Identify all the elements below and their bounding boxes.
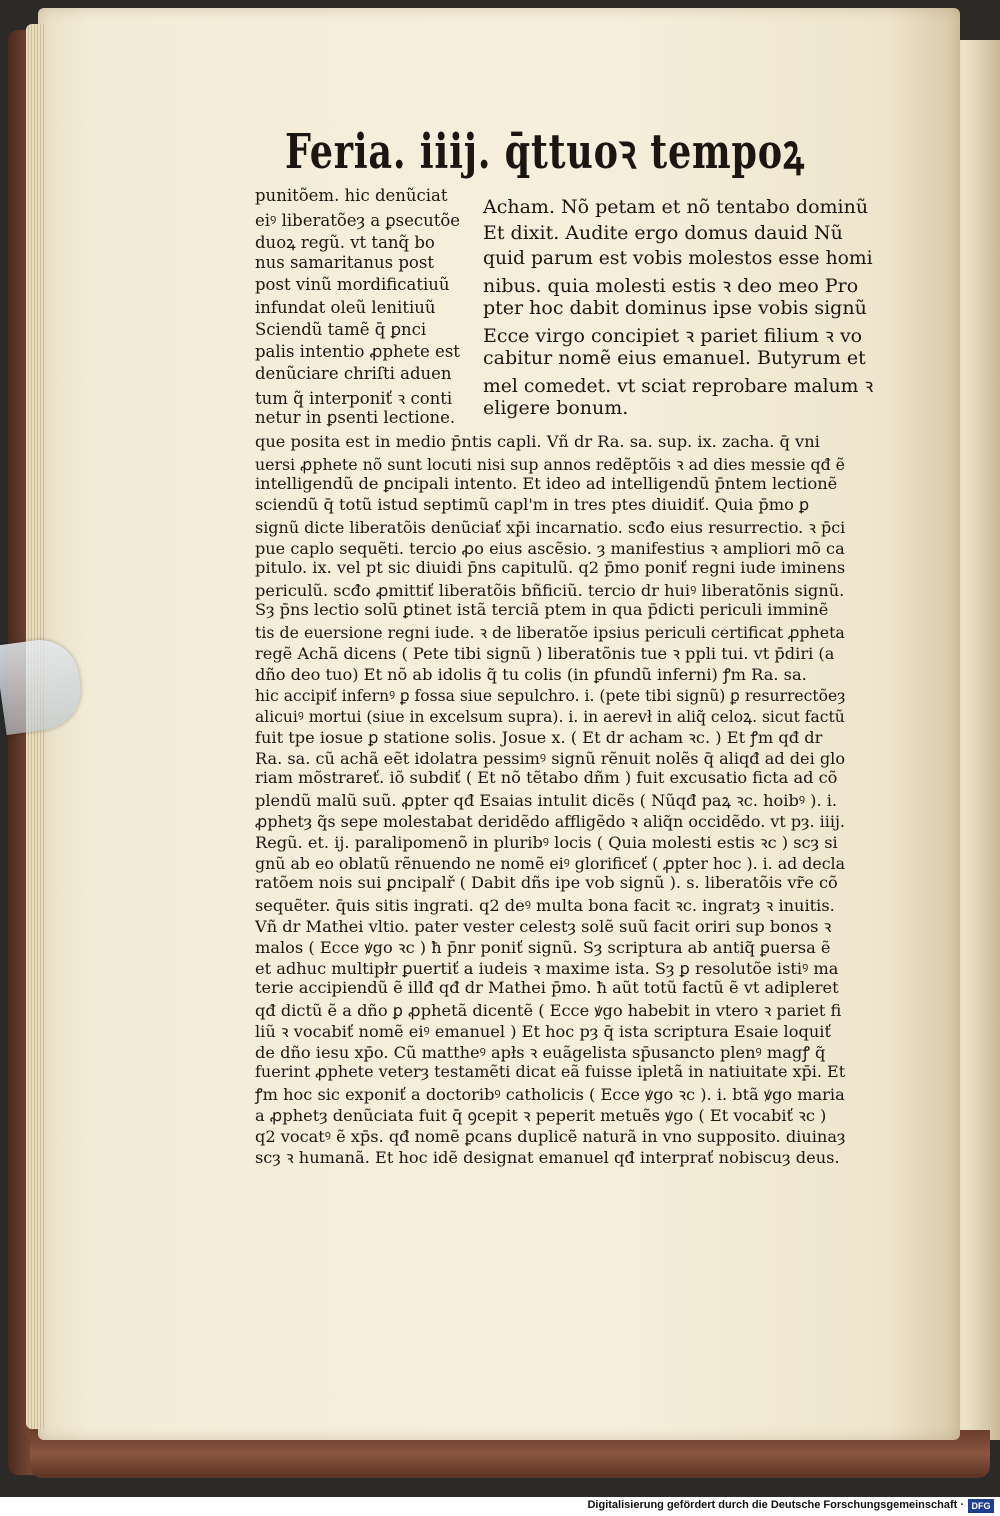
- left-line: palis intentio ꝓphete est: [255, 342, 460, 361]
- body-line: Sȝ p̄ns lectio solũ ꝑtinet istã terciã ptem in qua p̄dicti periculi imminẽ: [255, 600, 829, 619]
- page-heading: Feria. iiij. q̄ttuoꝛ tempoꝝ: [285, 124, 805, 180]
- body-line: hic accipiť infernꝰ ꝑ fossa siue sepulchro. i. (pete tibi signũ) ꝑ resurrectõeȝ: [255, 686, 846, 705]
- left-line: post vinũ mordificatiuũ: [255, 275, 450, 294]
- right-line: quid parum est vobis molestos esse homi: [483, 247, 873, 269]
- body-line: ꝓphetȝ q̃s sepe molestabat deridẽdo affligẽdo ꝛ aliq̃n occidẽdo. vt pȝ. iiij.: [255, 812, 845, 831]
- digitization-footer: [0, 1497, 1000, 1516]
- body-line: riam mõstrareť. iõ subdiť ( Et nõ tẽtabo dñm ) fuit excusatio ficta ad cõ: [255, 768, 838, 787]
- right-line: mel comedet. vt sciat reprobare malum ꝛ: [483, 375, 874, 397]
- body-line: a ꝓphetȝ denũciata fuit q̄ ꝯcepit ꝛ peperit metuẽs ꝟgo ( Et vocabiť ꝛc ): [255, 1106, 827, 1125]
- body-line: ꝭm hoc sic exponiť a doctoribꝰ catholicis ( Ecce ꝟgo ꝛc ). i. btã ꝟgo maria: [255, 1085, 845, 1104]
- left-line: eiꝰ liberatõeȝ a ꝑsecutõe: [255, 211, 461, 230]
- body-line: fuit tpe iosue ꝑ statione solis. Josue x. ( Et dr acham ꝛc. ) Et ꝭm qđ dr: [255, 728, 823, 747]
- body-line: sequẽter. q̄uis sitis ingrati. q2 deꝰ multa bona facit ꝛc. ingratȝ ꝛ inuitis.: [255, 896, 835, 915]
- body-line: sciendũ q̄ totũ istud septimũ capl'm in tres ptes diuidiť. Quia p̄mo ꝑ: [255, 495, 810, 514]
- left-line: duoꝝ regũ. vt tanq̃ bo: [255, 233, 435, 252]
- body-line: que posita est in medio p̄ntis capli. Vñ dr Ra. sa. sup. ix. zacha. q̄ vni: [255, 432, 820, 451]
- body-line: uersi ꝓphete nõ sunt locuti nisi sup annos redẽptõis ꝛ ad dies messie qđ ẽ: [255, 455, 845, 474]
- body-line: dño deo tuo) Et nõ ab idolis q̃ tu colis (in ꝑfundũ inferni) ꝭm Ra. sa.: [255, 665, 807, 684]
- funding-credit: Digitalisierung gefördert durch die Deutsche Forschungsgemeinschaft ·: [587, 1499, 964, 1511]
- body-line: periculũ. scđo ꝓmittiť liberatõis bñficiũ. tercio dr huiꝰ liberatõnis signũ.: [255, 581, 845, 600]
- right-line: Et dixit. Audite ergo domus dauid Nũ: [483, 222, 843, 244]
- body-line: Vñ dr Mathei vltio. pater vester celestȝ solẽ suũ facit oriri sup bonos ꝛ: [255, 917, 832, 936]
- right-line: Acham. Nõ petam et nõ tentabo dominũ: [483, 196, 869, 218]
- body-line: ratõem nois sui ꝑncipalř ( Dabit dñs ipe vob signũ ). s. liberatõis vr̃e cõ: [255, 873, 838, 892]
- left-line: punitõem. hic denũciat: [255, 186, 448, 205]
- body-line: de dño iesu xp̄o. Cũ mattheꝰ apłs ꝛ euãgelista sp̄usancto plenꝰ magꝭ q̃: [255, 1043, 826, 1062]
- body-line: et adhuc multipłr ꝑuertiť a iudeis ꝛ maxime ista. Sȝ ꝑ resolutõe istiꝰ ma: [255, 959, 839, 978]
- body-line: gnũ ab eo oblatũ rẽnuendo ne nomẽ eiꝰ glorificeť ( ꝓpter hoc ). i. ad decla: [255, 854, 846, 873]
- body-line: pitulo. ix. vel pt sic diuidi p̄ns capitulũ. q2 p̄mo poniť regni iude iminens: [255, 558, 846, 577]
- dfg-logo-icon: DFG: [968, 1499, 994, 1513]
- left-line: denũciare chriſti aduen: [255, 364, 452, 383]
- left-line: netur in ꝑsenti lectione.: [255, 408, 456, 427]
- body-line: malos ( Ecce ꝟgo ꝛc ) ħ p̄nr poniť signũ. Sȝ scriptura ab antiq̃ ꝑuersa ẽ: [255, 938, 831, 957]
- body-line: fuerint ꝓphete veterȝ testamẽti dicat eã fuisse ipletã in natiuitate xp̄i. Et: [255, 1062, 846, 1081]
- right-line: cabitur nomẽ eius emanuel. Butyrum et: [483, 347, 866, 369]
- right-line: Ecce virgo concipiet ꝛ pariet filium ꝛ vo: [483, 325, 863, 347]
- body-line: q2 vocatꝰ ẽ xp̄s. qđ nomẽ ꝑcans duplicẽ naturã in vno supposito. diuinaȝ: [255, 1127, 846, 1146]
- body-line: Regũ. et. ij. paralipomenõ in pluribꝰ locis ( Quia molesti estis ꝛc ) scȝ si: [255, 833, 838, 852]
- body-line: scȝ ꝛ humanã. Et hoc idẽ designat emanuel qđ interprať nobiscuȝ deus.: [255, 1148, 840, 1167]
- body-line: regẽ Achã dicens ( Pete tibi signũ ) liberatõnis tue ꝛ ppli tui. vt p̄diri (a: [255, 644, 835, 663]
- left-line: infundat oleũ lenitiuũ: [255, 298, 436, 317]
- right-line: nibus. quia molesti estis ꝛ deo meo Pro: [483, 275, 859, 297]
- body-line: Ra. sa. cũ achã eẽt idolatra pessimꝰ signũ rẽnuit nolẽs q̄ aliqđ ad dei glo: [255, 749, 846, 768]
- body-line: tis de euersione regni iude. ꝛ de liberatõe ipsius periculi certificat ꝓpheta: [255, 623, 845, 642]
- body-line: terie accipiendũ ẽ illđ qđ dr Mathei p̄mo. ħ aũt totũ factũ ẽ vt adipleret: [255, 978, 839, 997]
- body-line: pue caplo sequẽti. tercio ꝓo eius ascẽsio. ȝ manifestius ꝛ ampliori mõ ca: [255, 539, 845, 558]
- left-line: tum q̃ interponiť ꝛ conti: [255, 389, 453, 408]
- body-line: qđ dictũ ẽ a dño ꝑ ꝓphetã dicentẽ ( Ecce ꝟgo habebit in vtero ꝛ pariet fi: [255, 1001, 842, 1020]
- right-line: pter hoc dabit dominus ipse vobis signũ: [483, 297, 867, 319]
- right-line: eligere bonum.: [483, 397, 629, 419]
- body-line: intelligendũ de ꝑncipali intento. Et ideo ad intelligendũ p̄ntem lectionẽ: [255, 474, 838, 493]
- left-line: Sciendũ tamẽ q̄ ꝑnci: [255, 320, 427, 339]
- body-line: alicuiꝰ mortui (siue in excelsum supra). i. in aerevł in aliq̃ celoꝝ. sicut factũ: [255, 707, 845, 726]
- left-line: nus samaritanus post: [255, 253, 434, 272]
- body-line: plendũ malũ suũ. ꝓpter qđ Esaias intulit dicẽs ( Nũqđ paꝝ ꝛc. hoibꝰ ). i.: [255, 791, 838, 810]
- body-line: signũ dicte liberatõis denũciať xp̄i incarnatio. scđo eius resurrectio. ꝛ p̄ci: [255, 518, 846, 537]
- body-line: liũ ꝛ vocabiť nomẽ eiꝰ emanuel ) Et hoc pȝ q̄ ista scriptura Esaie loquiť: [255, 1022, 831, 1041]
